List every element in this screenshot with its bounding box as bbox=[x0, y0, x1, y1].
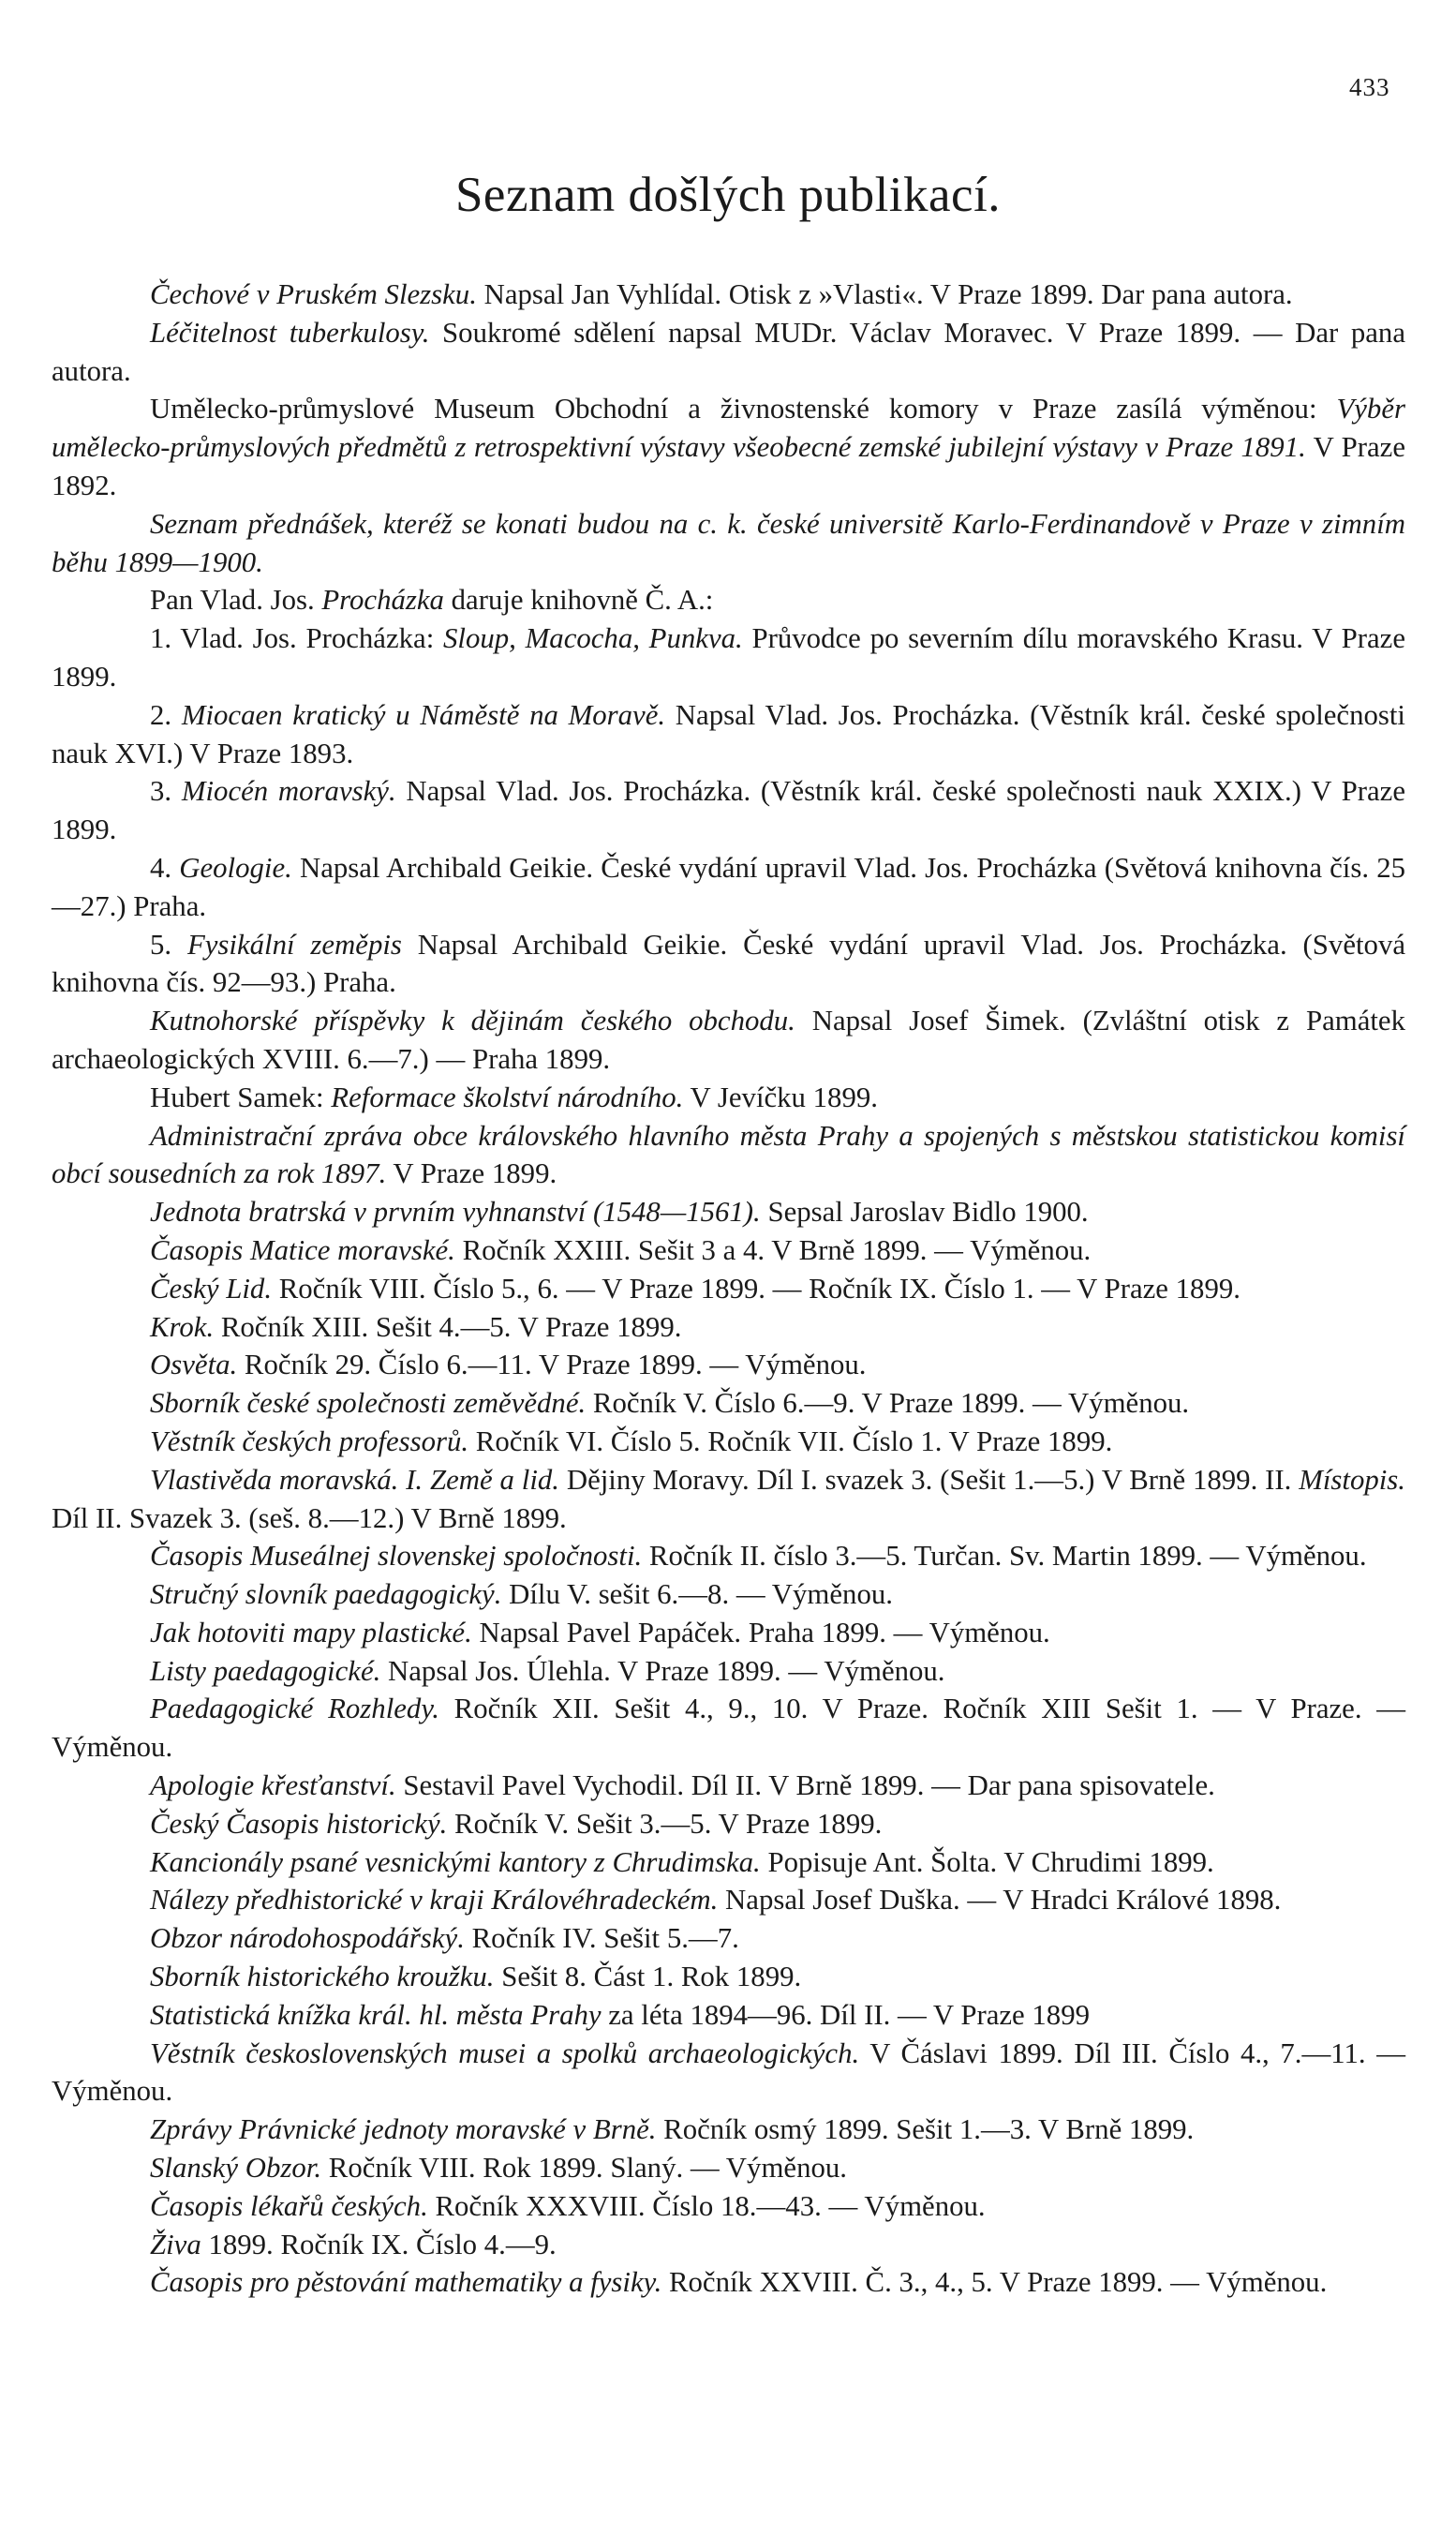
publication-entry bbox=[52, 1919, 1405, 1958]
entry-text: Napsal Pavel Papáček. Praha 1899. — Výměnou. bbox=[471, 1616, 1050, 1648]
publication-entry bbox=[52, 1805, 1405, 1843]
entry-title-italic: Slanský Obzor. bbox=[150, 2152, 322, 2185]
publication-entry bbox=[52, 1461, 1405, 1538]
entry-text: Ročník IV. Sešit 5.—7. bbox=[464, 1922, 739, 1955]
entry-text: Napsal Jan Vyhlídal. Otisk z »Vlasti«. V Praze 1899. Dar pana autora. bbox=[476, 278, 1293, 310]
publication-entry bbox=[52, 1614, 1405, 1652]
entry-title-italic: Jak hotoviti mapy plastické. bbox=[150, 1616, 472, 1648]
entry-title-italic: Paedagogické Rozhledy. bbox=[150, 1693, 439, 1725]
publication-entry bbox=[52, 1346, 1405, 1384]
entry-text: Ročník XXIII. Sešit 3 a 4. V Brně 1899. — Výměnou. bbox=[454, 1233, 1092, 1266]
publication-entry bbox=[52, 696, 1405, 773]
publication-entry bbox=[52, 2035, 1405, 2111]
entry-text: Dílu V. sešit 6.—8. — Výměnou. bbox=[501, 1578, 893, 1611]
page-title: Seznam došlých publikací. bbox=[454, 168, 1002, 222]
entry-text: Ročník XXXVIII. Číslo 18.—43. — Výměnou. bbox=[427, 2189, 986, 2222]
entry-text: Ročník VIII. Číslo 5., 6. — V Praze 1899. — Ročník IX. Číslo 1. — V Praze 1899. bbox=[272, 1272, 1241, 1305]
entry-title-italic: Jednota bratrská v prvním vyhnanství (1548—1561). bbox=[150, 1196, 761, 1229]
publication-entry bbox=[52, 2187, 1405, 2226]
entry-title-italic: Časopis Matice moravské. bbox=[150, 1233, 455, 1266]
entry-title-italic: Zprávy Právnické jednoty moravské v Brně. bbox=[150, 2113, 657, 2146]
publication-entry bbox=[52, 619, 1405, 696]
entry-text: Hubert Samek: bbox=[150, 1081, 332, 1113]
publication-entry bbox=[52, 849, 1405, 926]
publication-entry bbox=[52, 314, 1405, 391]
publication-entry bbox=[52, 390, 1405, 504]
publication-entry bbox=[52, 2149, 1405, 2187]
publication-entry bbox=[52, 581, 1405, 619]
entry-text: Sestavil Pavel Vychodil. Díl II. V Brně 1899. — Dar pana spisovatele. bbox=[395, 1769, 1215, 1802]
entry-text: Popisuje Ant. Šolta. V Chrudimi 1899. bbox=[760, 1845, 1214, 1878]
publication-entry bbox=[52, 2263, 1405, 2302]
publication-entry bbox=[52, 505, 1405, 582]
entry-text: Ročník 29. Číslo 6.—11. V Praze 1899. — Výměnou. bbox=[237, 1349, 867, 1381]
publication-entry bbox=[52, 2111, 1405, 2149]
entry-title-italic: Výběr umělecko-průmyslových předmětů z retrospektivní výstavy všeobecné zemské jubilejní výstavy v Praze 1891. bbox=[52, 393, 1405, 464]
entry-text: V Jevíčku 1899. bbox=[683, 1081, 878, 1113]
entry-title-italic: Vlastivěda moravská. I. Země a lid. bbox=[150, 1463, 559, 1496]
entry-text: Napsal Vlad. Jos. Procházka. (Věstník král. české společnosti nauk XXIX.) V Praze 1899. bbox=[52, 775, 1406, 846]
entry-text: Průvodce po severním dílu moravského Krasu. V Praze 1899. bbox=[52, 622, 1406, 693]
entry-title-italic: Listy paedagogické. bbox=[150, 1654, 381, 1687]
publication-entry bbox=[52, 1193, 1405, 1231]
entry-text: Pan Vlad. Jos. bbox=[150, 584, 322, 617]
entry-text: 1899. Ročník IX. Číslo 4.—9. bbox=[201, 2228, 557, 2260]
publication-entry bbox=[52, 1117, 1405, 1194]
publication-entry bbox=[52, 1002, 1405, 1079]
entry-title-italic: Časopis pro pěstování mathematiky a fysiky. bbox=[150, 2266, 662, 2299]
publication-entry bbox=[52, 276, 1405, 314]
entry-text: Napsal Archibald Geikie. České vydání upravil Vlad. Jos. Procházka (Světová knihovna čís. 25—27.) Praha. bbox=[52, 851, 1406, 922]
entry-text: Ročník XIII. Sešit 4.—5. V Praze 1899. bbox=[214, 1310, 682, 1343]
publication-entry bbox=[52, 1843, 1405, 1882]
entry-title-italic: Čechové v Pruském Slezsku. bbox=[150, 278, 477, 310]
entry-text: 2. bbox=[150, 698, 182, 731]
publication-entry bbox=[52, 1079, 1405, 1117]
entry-title-italic: Věstník českých professorů. bbox=[150, 1425, 469, 1457]
publication-entry bbox=[52, 926, 1405, 1003]
entry-title-italic: Český Časopis historický. bbox=[150, 1807, 448, 1840]
entry-text: Ročník osmý 1899. Sešit 1.—3. V Brně 1899. bbox=[656, 2113, 1195, 2146]
publication-list bbox=[52, 276, 1405, 2302]
entry-title-italic: Léčitelnost tuberkulosy. bbox=[150, 316, 430, 349]
entry-title-italic: Místopis. bbox=[1299, 1463, 1405, 1496]
entry-title-italic: Nálezy předhistorické v kraji Královéhradeckém. bbox=[150, 1884, 719, 1917]
entry-title-italic: Sborník historického kroužku. bbox=[150, 1961, 495, 1993]
entry-text: daruje knihovně Č. A.: bbox=[443, 584, 714, 617]
entry-title-italic: Miocén moravský. bbox=[181, 775, 396, 808]
entry-text: Sepsal Jaroslav Bidlo 1900. bbox=[760, 1196, 1089, 1229]
publication-entry bbox=[52, 1270, 1405, 1308]
entry-text: 4. bbox=[150, 851, 180, 884]
publication-entry bbox=[52, 1231, 1405, 1270]
entry-title-italic: Kutnohorské příspěvky k dějinám českého obchodu. bbox=[150, 1005, 795, 1037]
entry-text: Napsal Josef Duška. — V Hradci Králové 1898. bbox=[718, 1884, 1282, 1917]
entry-title-italic: Obzor národohospodářský. bbox=[150, 1922, 465, 1955]
entry-text: Ročník II. číslo 3.—5. Turčan. Sv. Martin 1899. — Výměnou. bbox=[642, 1540, 1367, 1573]
entry-title-italic: Věstník československých musei a spolků archaeologických. bbox=[150, 2036, 860, 2069]
entry-text: Soukromé sdělení napsal MUDr. Václav Moravec. V Praze 1899. — Dar pana autora. bbox=[52, 316, 1406, 387]
entry-text: Ročník VI. Číslo 5. Ročník VII. Číslo 1. V Praze 1899. bbox=[468, 1425, 1113, 1457]
publication-entry bbox=[52, 1384, 1405, 1423]
entry-text: Napsal Jos. Úlehla. V Praze 1899. — Výměnou. bbox=[380, 1654, 945, 1687]
entry-title-italic: Sborník české společnosti zeměvědné. bbox=[150, 1387, 587, 1420]
entry-text: Umělecko-průmyslové Museum Obchodní a živnostenské komory v Praze zasílá výměnou: bbox=[150, 393, 1337, 425]
entry-text: 3. bbox=[150, 775, 182, 808]
entry-text: Ročník XII. Sešit 4., 9., 10. V Praze. Ročník XIII Sešit 1. — V Praze. — Výměnou. bbox=[52, 1693, 1406, 1764]
entry-title-italic: Sloup, Macocha, Punkva. bbox=[443, 622, 743, 655]
publication-entry bbox=[52, 1652, 1405, 1691]
publication-entry bbox=[52, 1958, 1405, 1996]
entry-title-italic: Kancionály psané vesnickými kantory z Chrudimska. bbox=[150, 1845, 761, 1878]
entry-text: Napsal Vlad. Jos. Procházka. (Věstník král. české společnosti nauk XVI.) V Praze 1893. bbox=[52, 698, 1405, 769]
publication-entry bbox=[52, 1767, 1405, 1805]
entry-title-italic: Stručný slovník paedagogický. bbox=[150, 1578, 502, 1611]
publication-entry bbox=[52, 1308, 1405, 1347]
entry-text: V Praze 1892. bbox=[52, 431, 1405, 501]
entry-title-italic: Reformace školství národního. bbox=[331, 1081, 684, 1113]
publication-entry bbox=[52, 1996, 1405, 2035]
entry-text: Ročník V. Sešit 3.—5. V Praze 1899. bbox=[447, 1807, 883, 1840]
entry-title-italic: Časopis Museálnej slovenskej spoločnosti. bbox=[150, 1540, 643, 1573]
entry-text: Sešit 8. Část 1. Rok 1899. bbox=[494, 1961, 802, 1993]
entry-title-italic: Miocaen kratický u Náměstě na Moravě. bbox=[181, 698, 666, 731]
publication-entry bbox=[52, 1423, 1405, 1461]
publication-entry bbox=[52, 2226, 1405, 2264]
entry-title-italic: Osvěta. bbox=[150, 1349, 238, 1381]
entry-text: Ročník VIII. Rok 1899. Slaný. — Výměnou. bbox=[321, 2152, 847, 2185]
entry-text: Napsal Archibald Geikie. České vydání upravil Vlad. Jos. Procházka. (Světová knihovna čís. 92—93.) Praha. bbox=[52, 928, 1406, 999]
entry-title-italic: Fysikální zeměpis bbox=[186, 928, 402, 961]
entry-title-italic: Geologie. bbox=[179, 851, 292, 884]
entry-title-italic: Český Lid. bbox=[150, 1272, 273, 1305]
entry-text: 1. Vlad. Jos. Procházka: bbox=[150, 622, 444, 655]
entry-title-italic: Administrační zpráva obce královského hlavního města Prahy a spojených s městskou statistickou komisí obcí sousedních za rok 1897. bbox=[52, 1119, 1405, 1190]
publication-entry bbox=[52, 772, 1405, 849]
entry-title-italic: Procházka bbox=[321, 584, 444, 617]
publication-entry bbox=[52, 1575, 1405, 1614]
entry-title-italic: Seznam přednášek, kteréž se konati budou na c. k. české universitě Karlo-Ferdinandově v Praze v zimním běhu 1899—1900. bbox=[52, 507, 1405, 578]
publication-entry bbox=[52, 1881, 1405, 1919]
entry-text: Díl II. Svazek 3. (seš. 8.—12.) V Brně 1899. bbox=[52, 1501, 567, 1534]
entry-title-italic: Živa bbox=[150, 2228, 201, 2260]
entry-text: Napsal Josef Šimek. (Zvláštní otisk z Památek archaeologických XVIII. 6.—7.) — Praha 1899. bbox=[52, 1005, 1405, 1075]
page-number: 433 bbox=[1349, 73, 1390, 101]
entry-title-italic: Apologie křesťanství. bbox=[150, 1769, 396, 1802]
entry-text: Dějiny Moravy. Díl I. svazek 3. (Sešit 1.—5.) V Brně 1899. II. bbox=[558, 1463, 1300, 1496]
entry-text: V Praze 1899. bbox=[386, 1157, 557, 1190]
entry-text: Ročník V. Číslo 6.—9. V Praze 1899. — Výměnou. bbox=[586, 1387, 1190, 1420]
entry-text: za léta 1894—96. Díl II. — V Praze 1899 bbox=[601, 1998, 1091, 2031]
entry-text: V Čáslavi 1899. Díl III. Číslo 4., 7.—11. — Výměnou. bbox=[52, 2036, 1405, 2108]
publication-entry bbox=[52, 1690, 1405, 1767]
entry-title-italic: Statistická knížka král. hl. města Prahy bbox=[150, 1998, 602, 2031]
publication-entry bbox=[52, 1537, 1405, 1575]
entry-title-italic: Časopis lékařů českých. bbox=[150, 2189, 428, 2222]
entry-text: 5. bbox=[150, 928, 187, 961]
entry-title-italic: Krok. bbox=[150, 1310, 215, 1343]
entry-text: Ročník XXVIII. Č. 3., 4., 5. V Praze 1899. — Výměnou. bbox=[661, 2266, 1328, 2299]
